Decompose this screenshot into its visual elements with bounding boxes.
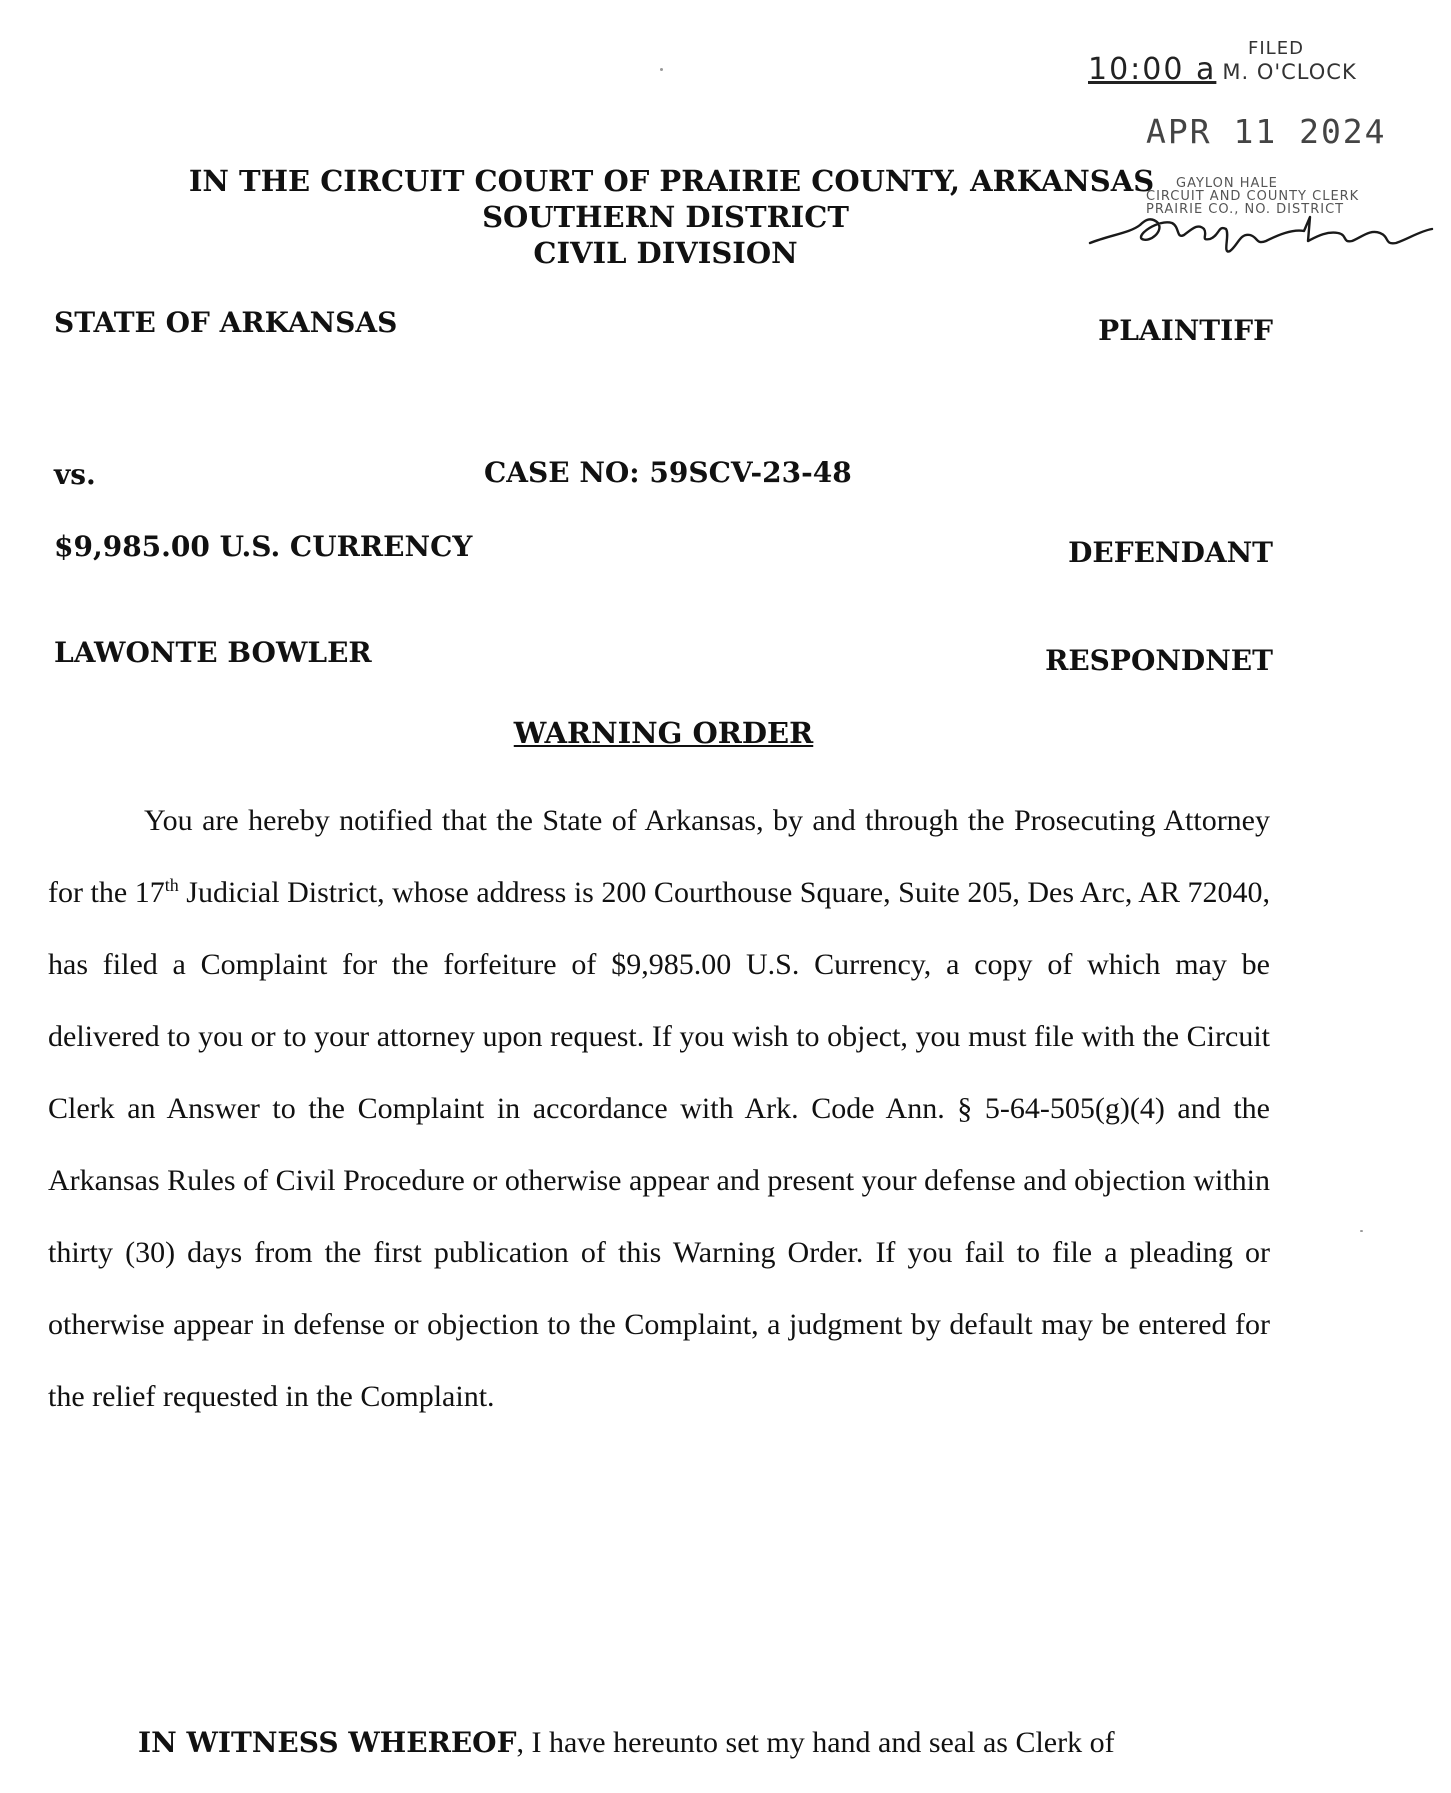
respondent-role: RESPONDNET [1045, 644, 1273, 677]
filed-stamp-time-row [1088, 52, 1357, 87]
witness-clause [138, 1726, 1115, 1760]
court-name: IN THE CIRCUIT COURT OF PRAIRIE COUNTY, ARKANSAS [188, 164, 1155, 198]
respondent-name: LAWONTE BOWLER [54, 636, 372, 669]
filed-stamp-oclock: M. O'CLOCK [1222, 60, 1357, 84]
document-title: WARNING ORDER [513, 716, 814, 750]
plaintiff-name: STATE OF ARKANSAS [54, 306, 398, 339]
plaintiff-role: PLAINTIFF [1098, 314, 1273, 347]
body-ordinal-suffix: th [164, 875, 179, 895]
filed-stamp-label: FILED [1248, 38, 1304, 59]
case-number: CASE NO: 59SCV-23-48 [484, 456, 852, 489]
defendant-role: DEFENDANT [1068, 536, 1273, 569]
filed-stamp-clerk-name: GAYLON HALE [1176, 176, 1278, 191]
body-text-part1: You are hereby notified that the State of Arkansas, by and through the Prosecuting Attorney for the 17 [48, 804, 1270, 909]
scan-speck [660, 68, 663, 71]
warning-order-body [48, 785, 1270, 1433]
filed-stamp-county: PRAIRIE CO., NO. DISTRICT [1146, 202, 1345, 217]
witness-text: , I have hereunto set my hand and seal as Clerk of [516, 1726, 1115, 1759]
filed-stamp-date: APR 11 2024 [1146, 112, 1387, 151]
court-district: SOUTHERN DISTRICT [482, 200, 849, 234]
filed-stamp-time: 10:00 a [1088, 52, 1217, 87]
court-division: CIVIL DIVISION [533, 236, 798, 270]
versus-label: vs. [54, 458, 96, 491]
witness-heading: IN WITNESS WHEREOF [138, 1726, 517, 1759]
filed-stamp-clerk-title: CIRCUIT AND COUNTY CLERK [1146, 189, 1360, 204]
body-text-part2: Judicial District, whose address is 200 Courthouse Square, Suite 205, Des Arc, AR 72040, has filed a Complaint for the forfeiture of $9,985.00 U.S. Currency, a copy of which may be delivered to you or to your attorney upon request. If you wish to object, you must file with the Circuit Clerk an Answer to the Complaint in accordance with Ark. Code Ann. § 5-64-505(g)(4) and the Arkansas Rules of Civil Procedure or otherwise appear and present your defense and objection within thirty (30) days from the first publication of this Warning Order. If you fail to file a pleading or otherwise appear in defense or objection to the Complaint, a judgment by default may be entered for the relief requested in the Complaint. [48, 876, 1270, 1413]
scan-speck [1360, 1230, 1363, 1232]
defendant-name: $9,985.00 U.S. CURRENCY [54, 530, 473, 563]
